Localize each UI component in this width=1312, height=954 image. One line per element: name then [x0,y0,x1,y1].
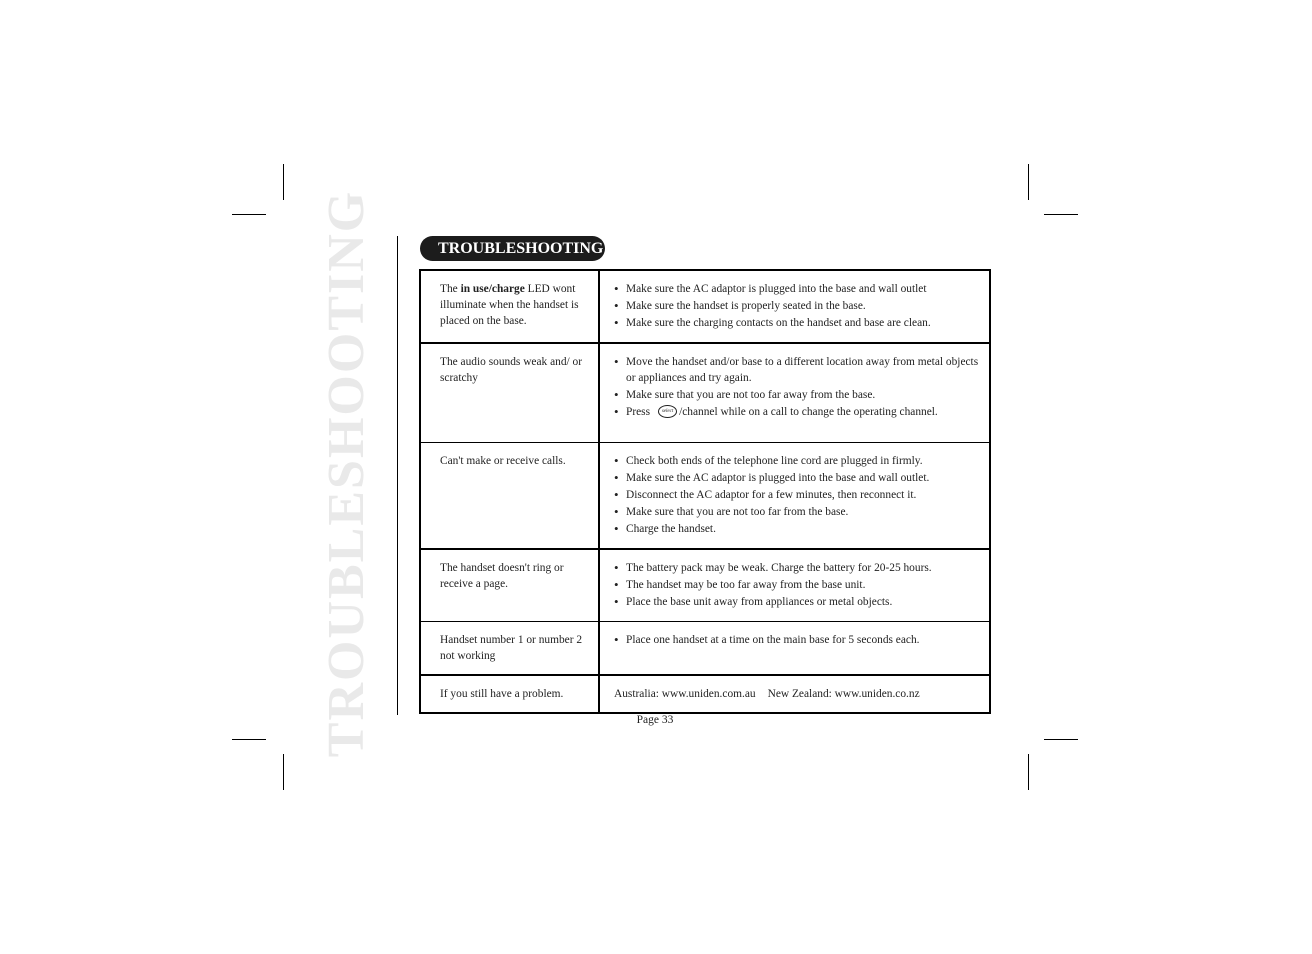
problem-cell: The handset doesn't ring or receive a page. [420,549,599,622]
problem-cell: If you still have a problem. [420,675,599,713]
solution-cell [599,549,990,622]
list-item: • Make sure the handset is properly seated in the base. [614,298,981,314]
crop-mark [1044,214,1078,215]
side-watermark-text: TROUBLESHOOTING [318,189,376,757]
section-title-badge [420,236,605,261]
problem-text: LED wont illuminate when the handset is placed on the base. [440,283,579,327]
crop-mark [232,214,266,215]
problem-cell: Handset number 1 or number 2 not working [420,621,599,675]
table-row [420,675,990,713]
list-item: • Charge the handset. [614,521,981,537]
problem-cell: Can't make or receive calls. [420,442,599,549]
table-row [420,343,990,442]
list-item: • Check both ends of the telephone line cord are plugged in firmly. [614,453,981,469]
list-item: • Make sure the charging contacts on the handset and base are clean. [614,315,981,331]
list-item: • Make sure the AC adaptor is plugged into the base and wall outlet [614,281,981,297]
troubleshooting-table [419,269,991,714]
table-row [420,270,990,343]
crop-mark [1028,754,1029,790]
solution-cell [599,675,990,713]
list-item: • Move the handset and/or base to a different location away from metal objects or appliances and try again. [614,354,981,386]
table-row [420,621,990,675]
select-button-icon: select [658,405,677,418]
crop-mark [232,739,266,740]
list-item: • Place one handset at a time on the main base for 5 seconds each. [614,632,981,648]
led-label: in use/charge [460,283,525,295]
table-row [420,549,990,622]
press-text: /channel while on a call to change the operating channel. [679,406,938,418]
list-item: • Make sure the AC adaptor is plugged into the base and wall outlet. [614,470,981,486]
crop-mark [1028,164,1029,200]
vertical-divider [397,236,398,715]
crop-mark [283,754,284,790]
page-number: Page 33 [636,714,674,726]
section-title: TROUBLESHOOTING [438,239,604,257]
solution-cell [599,621,990,675]
table-row [420,442,990,549]
problem-text: The [440,283,461,295]
list-item [614,404,981,420]
crop-mark [283,164,284,200]
list-item: • Make sure that you are not too far from the base. [614,504,981,520]
list-item: • Disconnect the AC adaptor for a few minutes, then reconnect it. [614,487,981,503]
press-text: Press [626,406,651,418]
side-watermark-title [318,189,376,757]
solution-cell [599,442,990,549]
list-item: • Place the base unit away from appliances or metal objects. [614,594,981,610]
list-item: • The battery pack may be weak. Charge the battery for 20-25 hours. [614,560,981,576]
list-item: • The handset may be too far away from the base unit. [614,577,981,593]
australia-website: Australia: www.uniden.com.au [614,687,756,700]
solution-cell [599,343,990,442]
new-zealand-website: New Zealand: www.uniden.co.nz [767,687,920,700]
solution-cell [599,270,990,343]
problem-cell [420,270,599,343]
crop-mark [1044,739,1078,740]
list-item: • Make sure that you are not too far away from the base. [614,387,981,403]
problem-cell: The audio sounds weak and/ or scratchy [420,343,599,442]
